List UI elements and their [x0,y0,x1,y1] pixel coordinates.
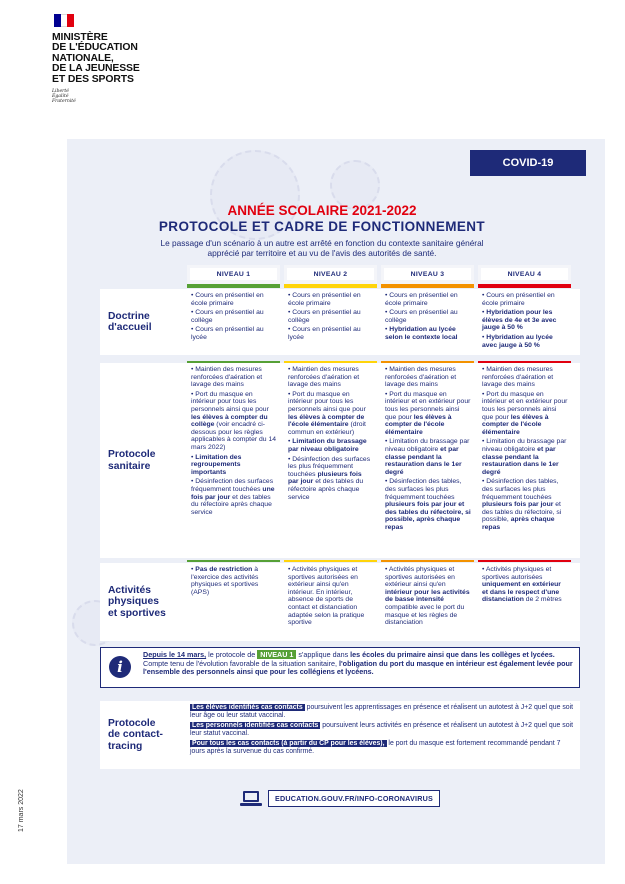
cell-activites-level-1: • Pas de restriction à l'exercice des activités physiques et sportives (APS) [191,566,259,596]
level-3-label: NIVEAU 3 [384,268,471,280]
cell-sanitaire-level-3: • Maintien des mesures renforcées d'aération et lavage des mains • Port du masque en intérieur et en extérieur pour tous les personnels ainsi que pour les élèves à compter de l'école élémentaire • Limitation du brassage par niveau obligatoire et par classe pendant la restauration dans le 1er degré • Désinfection des tables, des surfaces les plus fréquemment touchées plusieurs fois par jour et des tables du réfectoire, si possible, après chaque repas [385,366,471,531]
cell-activites-level-2: • Activités physiques et sportives autorisées en extérieur ainsi qu'en intérieur. En intérieur, absence de sports de contact et distanciation adaptée selon la pratique sportive [288,566,365,627]
cell-sanitaire-level-4: • Maintien des mesures renforcées d'aération et lavage des mains • Port du masque en intérieur et en extérieur pour tous les personnels ainsi que pour les élèves à compter de l'école élémentaire • Limitation du brassage par niveau obligatoire et par classe pendant la restauration dans le 1er degré • Désinfection des tables, des surfaces les plus fréquemment touchées plusieurs fois par jour et des tables du réfectoire, si possible, après chaque repas [482,366,568,531]
row-label-contact-tracing: Protocole de contact- tracing [108,717,163,752]
row-label-doctrine: Doctrine d'accueil [108,310,152,333]
covid-badge: COVID-19 [470,150,586,176]
info-box [100,647,580,688]
publication-date: 17 mars 2022 [18,789,25,832]
level-3-header [381,265,474,288]
level-4-separator [478,560,571,562]
level-2-separator [284,560,377,562]
row-label-sanitaire: Protocole sanitaire [108,449,156,472]
level-3-color-bar [381,284,474,288]
cell-doctrine-level-1: • Cours en présentiel en école primaire • Cours en présentiel au collège • Cours en présentiel au lycée [191,292,264,341]
level-3-separator [381,560,474,562]
cell-doctrine-level-3: • Cours en présentiel en école primaire • Cours en présentiel au collège • Hybridation au lycée selon le contexte local [385,292,458,341]
level-1-color-bar [187,284,280,288]
cell-activites-level-4: • Activités physiques et sportives autorisées uniquement en extérieur et dans le respect d'une distanciation de 2 mètres [482,566,562,604]
level-2-header [284,265,377,288]
info-coronavirus-link[interactable]: EDUCATION.GOUV.FR/INFO-CORONAVIRUS [268,790,440,807]
row-contact-tracing [100,701,580,769]
page-title-year: ANNÉE SCOLAIRE 2021-2022 [227,203,417,218]
level-1-highlight: NIVEAU 1 [257,650,296,659]
info-text: Depuis le 14 mars, le protocole de NIVEAU 1 s'applique dans les écoles du primaire ainsi que dans les collèges et lycées. Compte tenu de l'évolution favorable de la situation sanitaire, l'obligation du port du masque en intérieur est également levée pour l'ensemble des personnels ainsi que pour les collégiens et lycéens. [143,650,573,677]
page-subtitle: Le passage d'un scénario à un autre est arrêté en fonction du contexte sanitaire général apprécié par territoire et au vu de l'avis des autorités de santé. [160,238,484,258]
level-1-separator [187,560,280,562]
level-4-header [478,265,571,288]
level-4-color-bar [478,284,571,288]
level-2-label: NIVEAU 2 [287,268,374,280]
ministry-logo [52,14,192,105]
republic-motto: Liberté Égalité Fraternité [52,89,76,105]
cell-sanitaire-level-2: • Maintien des mesures renforcées d'aération et lavage des mains • Port du masque en intérieur pour tous les personnels ainsi que pour les élèves à compter de l'école élémentaire (droit commun en extérieur) • Limitation du brassage par niveau obligatoire • Désinfection des surfaces les plus fréquemment touchées plusieurs fois par jour et des tables du réfectoire après chaque service [288,366,371,501]
row-sanitaire [100,363,580,558]
footer [240,790,440,807]
cell-doctrine-level-4: • Cours en présentiel en école primaire • Hybridation pour les élèves de 4e et 3e avec jauge à 50 % • Hybridation au lycée avec jauge à 50 % [482,292,557,349]
cell-doctrine-level-2: • Cours en présentiel en école primaire • Cours en présentiel au collège • Cours en présentiel au lycée [288,292,361,341]
contact-tracing-text: Les élèves identifiés cas contacts poursuivent les apprentissages en présence et réalisent un autotest à J+2 quel que soit leur âge ou leur statut vaccinal. Les personnels identifiés cas contacts poursuivent leurs activités en présence et réalisent un autotest à J+2 quel que soit leur statut vaccinal. Pour tous les cas contacts (à partir du CP pour les élèves), le port du masque est fortement recommandé pendant 7 jours après la survenue du cas confirmé. [190,704,574,756]
row-label-activites: Activités physiques et sportives [108,584,166,619]
level-1-label: NIVEAU 1 [190,268,277,280]
level-4-label: NIVEAU 4 [481,268,568,280]
row-doctrine [100,289,580,355]
page-title: PROTOCOLE ET CADRE DE FONCTIONNEMENT [158,219,486,234]
cell-sanitaire-level-1: • Maintien des mesures renforcées d'aération et lavage des mains • Port du masque en intérieur pour tous les personnels ainsi que pour les élèves à compter du collège (voir encadré ci-dessous pour les règles applicables à compter du 14 mars 2022) • Limitation des regroupements importants • Désinfection des surfaces fréquemment touchées une fois par jour et des tables du réfectoire après chaque service [191,366,277,516]
cell-activites-level-3: • Activités physiques et sportives autorisées en extérieur ainsi qu'en intérieur pour les activités de basse intensité compatible avec le port du masque et les règles de distanciation [385,566,470,627]
level-1-header [187,265,280,288]
info-icon: i [109,656,131,678]
ministry-name: MINISTÈRE DE L'ÉDUCATION NATIONALE, DE LA JEUNESSE ET DES SPORTS [52,32,140,85]
laptop-icon [240,791,262,807]
marianne-flag-icon [54,14,74,27]
level-2-color-bar [284,284,377,288]
row-activites [100,563,580,641]
